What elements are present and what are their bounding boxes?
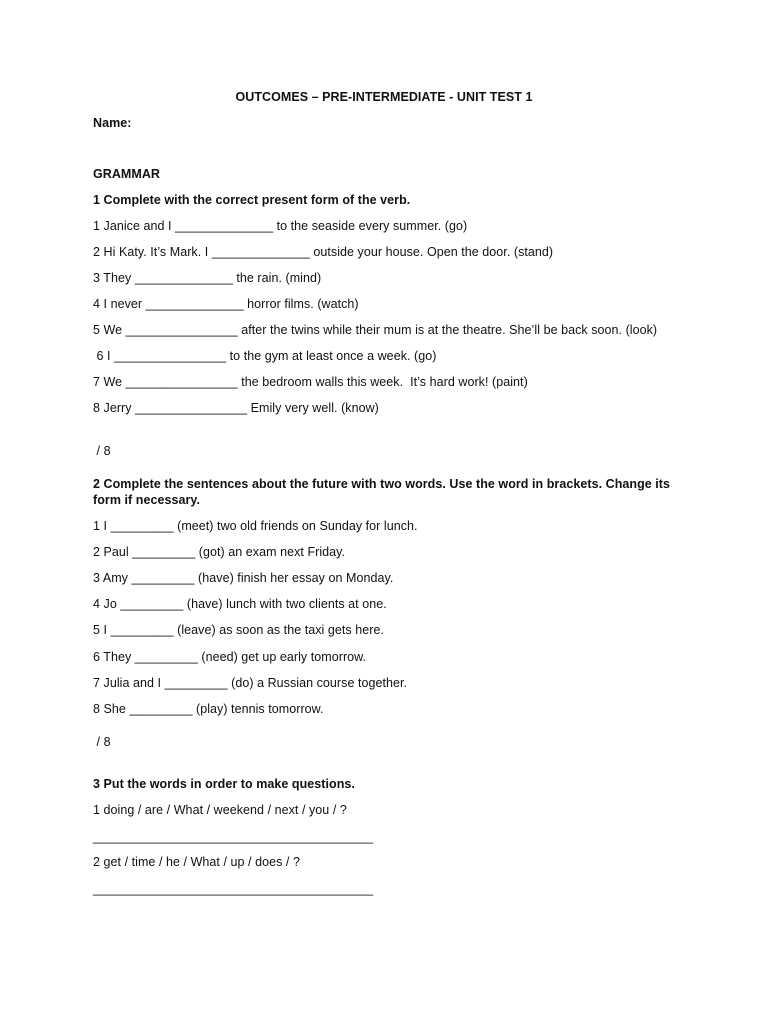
exercise-2-item: 5 I _________ (leave) as soon as the taxi gets here. [93,623,384,637]
exercise-1-item: 3 They ______________ the rain. (mind) [93,271,322,285]
name-label: Name: [93,116,132,130]
exercise-1-item: 4 I never ______________ horror films. (watch) [93,297,359,311]
exercise-3-instruction: 3 Put the words in order to make questions. [93,777,355,791]
exercise-1-score: / 8 [93,444,111,458]
exercise-2-item: 4 Jo _________ (have) lunch with two clients at one. [93,597,387,611]
exercise-1-instruction: 1 Complete with the correct present form of the verb. [93,193,411,207]
exercise-2-item: 3 Amy _________ (have) finish her essay on Monday. [93,571,394,585]
exercise-3-item: 2 get / time / he / What / up / does / ? [93,855,300,869]
exercise-1-item: 7 We ________________ the bedroom walls this week. It’s hard work! (paint) [93,375,528,389]
answer-line: ________________________________________ [93,882,374,896]
exercise-2-item: 6 They _________ (need) get up early tomorrow. [93,650,367,664]
exercise-2-instruction: 2 Complete the sentences about the future with two words. Use the word in brackets. Change its form if necessary. [93,477,671,507]
exercise-1-item: 1 Janice and I ______________ to the seaside every summer. (go) [93,219,468,233]
exercise-3-item: 1 doing / are / What / weekend / next / you / ? [93,803,347,817]
exercise-2-item: 7 Julia and I _________ (do) a Russian course together. [93,676,408,690]
exercise-2-item: 8 She _________ (play) tennis tomorrow. [93,702,324,716]
exercise-1-item: 2 Hi Katy. It’s Mark. I ______________ outside your house. Open the door. (stand) [93,245,554,259]
exercise-1-item: 6 I ________________ to the gym at least once a week. (go) [93,349,437,363]
section-heading: GRAMMAR [93,167,161,181]
exercise-2-item: 1 I _________ (meet) two old friends on Sunday for lunch. [93,519,418,533]
exercise-1-item: 5 We ________________ after the twins while their mum is at the theatre. She’ll be back soon. (look) [93,323,658,337]
answer-line: ________________________________________ [93,830,374,844]
exercise-2-score: / 8 [93,735,111,749]
page-title: OUTCOMES – PRE-INTERMEDIATE - UNIT TEST 1 [235,90,533,104]
exercise-2-item: 2 Paul _________ (got) an exam next Friday. [93,545,346,559]
exercise-1-item: 8 Jerry ________________ Emily very well. (know) [93,401,379,415]
